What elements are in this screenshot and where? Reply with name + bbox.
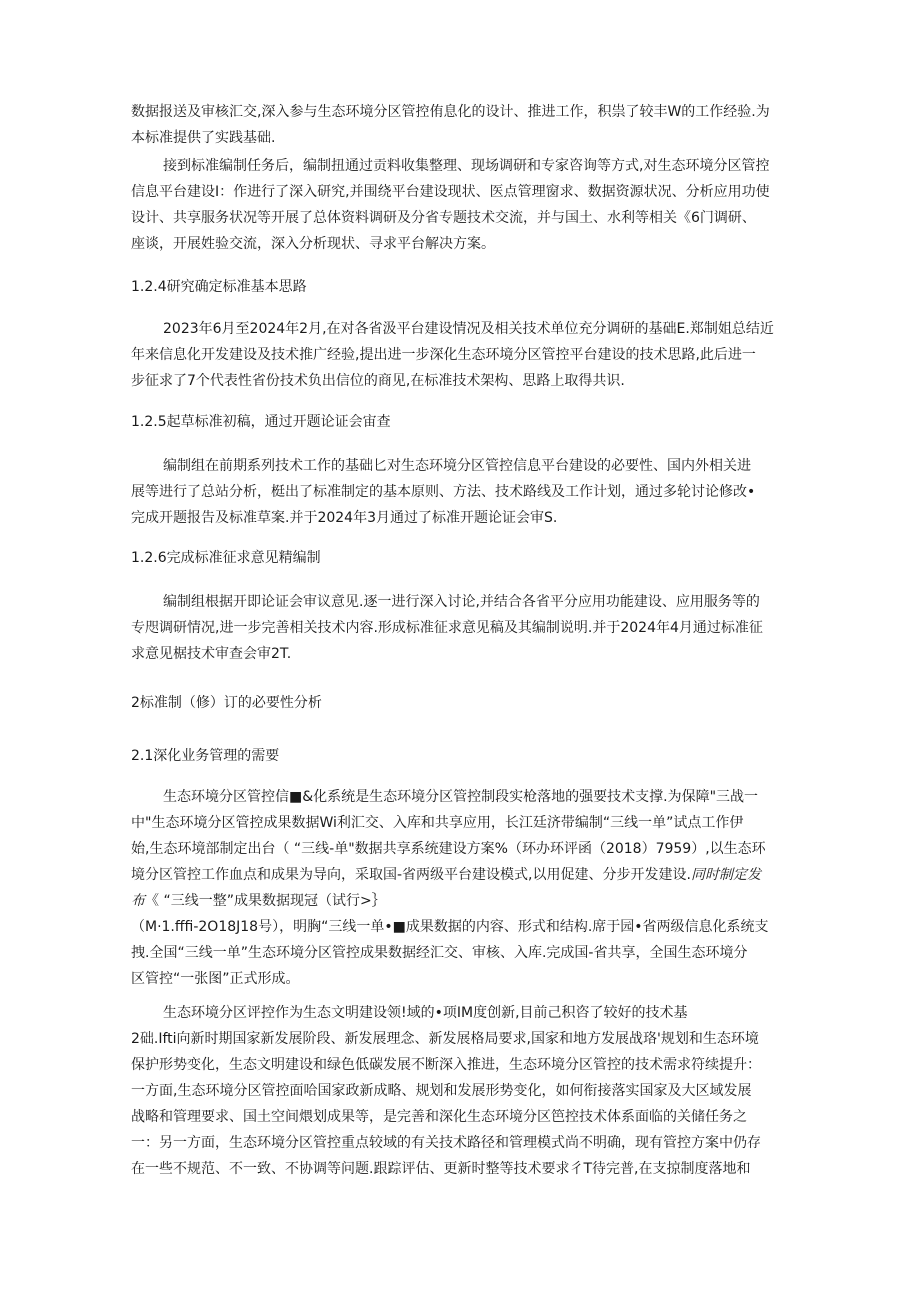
text-line: 一：另一方面，生态环境分区管控重点较域的有关技术路径和管理模式尚不明确，现有管控方案中仍存: [131, 1135, 761, 1151]
text-line: 年来信息化开发建设及技术推广经验,提出进一步深化生态环境分区管控平台建设的技术思路,此后进一: [131, 347, 756, 363]
text-line: 战略和管理要求、国土空间煨划成果等，是完善和深化生态环境分区笆控技术体系面临的关储任务之: [131, 1109, 747, 1125]
section-heading-1-2-4: 1.2.4研究确定标准基本思路: [131, 279, 307, 295]
paragraph-technical-needs: [131, 1000, 791, 1182]
paragraph-consultation-draft: [131, 589, 791, 667]
text-line: 区管控“一张图”正式形成。: [131, 971, 300, 987]
text-line: [131, 862, 791, 888]
chapter-heading-2: 2标准制（修）订的必要性分析: [131, 695, 322, 711]
paragraph-system-support: [131, 784, 791, 992]
paragraph-draft-review: [131, 453, 791, 531]
text-line: 中"生态环境分区管控成果数据Wi利汇交、入库和共享应用，长江廷济带编制“三线一单”试点工作伊: [131, 815, 744, 831]
text-line: 接到标准编制任务后，编制扭通过贡料收集整理、现场调研和专家咨询等方式,对生态环境分区管控: [163, 158, 770, 174]
text-line: 生态环境分区管控信■&化系统是生态环境分区管控制段实枪落地的强要技术支撑.为保障"三战一: [163, 789, 759, 805]
text-run: 《 “三线一整”成果数据现冠（试行>｝: [145, 893, 386, 909]
text-line: 编制组在前期系列技术工作的基础匕对生态环境分区管控信息平台建设的必要性、国内外相关进: [163, 458, 751, 474]
text-line: 信息平台建设I：作进行了深入研究,并围绕平台建设现状、医点管理窗求、数据资源状况、分析应用功使: [131, 184, 770, 200]
text-line: 生态环境分区评控作为生态文明建设领!域的•项IM度创新,目前己积咨了较好的技术基: [163, 1005, 688, 1021]
text-line: 2023年6月至2024年2月,在对各省汲平台建设情况及相关技术单位充分调研的基础E.郑制姐总结近: [163, 321, 774, 337]
text-line: 本标准提供了实践基础.: [131, 130, 276, 146]
section-heading-2-1: 2.1深化业务管理的需要: [131, 748, 280, 764]
text-run: 境分区管控工作血点和成果为导向，采取国-省两级平台建设模式,以用促建、分步开发建设.: [131, 867, 691, 883]
section-heading-1-2-5: 1.2.5起草标准初稿，通过开题论证会宙查: [131, 414, 391, 430]
italic-text-run: 同时制定发: [690, 867, 761, 883]
text-line: 编制组根据开即论证会审议意见.逐一进行深入讨论,并结合各省平分应用功能建设、应用服务等的: [163, 594, 760, 610]
text-line: 专咫调研情况,进一步完善相关技术内容.形成标准征求意见稿及其编制说明.并于2024年4月通过标准征: [131, 620, 763, 636]
text-line: 2础.Ifti向新时期国家新发展阶段、新发展理念、新发展格局要求,国家和地方发展战珞'规划和生态环境: [131, 1031, 759, 1047]
text-line: 展等进行了总站分析，梃出了标准制定的基本原则、方法、技术路线及工作计划，通过多轮讨论修改•: [131, 484, 756, 500]
text-line: 完成开题报告及标准草案.并于2024年3月通过了标准开题论证会审S.: [131, 510, 558, 526]
paragraph-research-process: [131, 153, 791, 257]
text-line: 座谈，开展姓验交流，深入分析现状、寻求平台解决方案。: [131, 236, 495, 252]
text-line: 设计、共享服务状况等开展了总体资料调研及分省专题技术交流，并与国土、水利等相关《6门调研、: [131, 210, 756, 226]
section-heading-1-2-6: 1.2.6完成标准征求意见精编制: [131, 550, 321, 566]
text-line: 步征求了7个代表性省份技术负出信位的商见,在标准技术架构、思路上取得共识.: [131, 373, 625, 389]
italic-text-run: 布: [131, 893, 145, 909]
text-line: 始,生态环境部制定出台（ “三线-单"数据共享系统建设方案%（环办环评函（2018）7959）,以生态环: [131, 841, 766, 857]
text-line: 求意见椐技术审查会审2T.: [131, 646, 292, 662]
text-line: 保护形势变化，生态文明建设和绿色低碳发展不断深入推进，生态环境分区管控的技术需求符续提升：: [131, 1057, 761, 1073]
text-line: 在一些不规范、不一致、不协调等问题.跟踪评估、更新时整等技术要求彳T待完普,在支掠制度落地和: [131, 1161, 751, 1177]
text-line: 数据报送及审核汇交,深入参与生态环境分区管控侑息化的设计、推进工作，积祟了较丰W的工作经验.为: [131, 104, 770, 120]
paragraph-practice-basis: [131, 99, 791, 151]
text-line: （M·1.fffi-2O18J18号），明胸“三线一单•■成果数据的内容、形式和结构.席于园•省两级信息化系统支: [131, 919, 769, 935]
text-line: [131, 888, 791, 914]
text-line: 拽.全国“三线一单”生态环境分区管控成果数据经汇交、审核、入库.完成国-省共享，全国生态环境分: [131, 945, 748, 961]
paragraph-basic-approach: [131, 316, 791, 394]
text-line: 一方面,生态环境分区管控面哈国家政新成略、规划和发展形势变化，如何衔接落实国家及大区域发展: [131, 1083, 752, 1099]
